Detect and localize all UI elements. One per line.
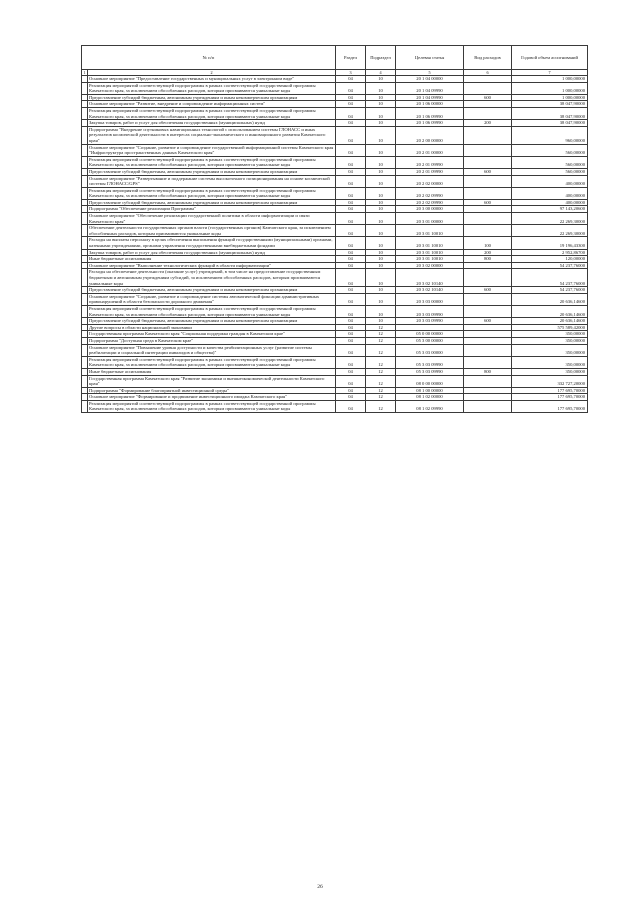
row-amount-cell: 560,00000	[512, 168, 588, 175]
row-section-cell: 04	[336, 82, 366, 94]
row-expense-type-cell	[464, 126, 512, 144]
row-expense-type-cell	[464, 331, 512, 338]
row-expense-type-cell	[464, 269, 512, 287]
row-section-cell: 04	[336, 225, 366, 237]
row-subsection-cell: 10	[366, 213, 396, 225]
row-subsection-cell: 12	[366, 394, 396, 401]
table-row	[82, 206, 588, 213]
row-name-cell: Иные бюджетные ассигнования	[88, 368, 336, 375]
row-name-cell: Подпрограмма "Обеспечение реализации Программы"	[88, 206, 336, 213]
table-row	[82, 293, 588, 305]
row-subsection-cell: 10	[366, 305, 396, 317]
row-subsection-cell: 10	[366, 237, 396, 249]
table-row	[82, 337, 588, 344]
row-expense-type-cell	[464, 206, 512, 213]
row-subsection-cell: 10	[366, 199, 396, 206]
row-amount-cell: 1 000,00000	[512, 94, 588, 101]
row-expense-type-cell: 600	[464, 94, 512, 101]
row-subsection-cell: 10	[366, 256, 396, 263]
row-section-cell: 04	[336, 76, 366, 83]
row-article-cell: 20 2 02 00000	[396, 175, 464, 187]
row-name-cell: Расходы на обеспечение деятельности (оказание услуг) учреждений, в том числе на предоставление государственным бюджетным и автономным учреждениям субсидий, за исключением обособленных расходов, которым присваиваются уникальные коды	[88, 269, 336, 287]
table-row	[82, 107, 588, 119]
row-section-cell: 04	[336, 206, 366, 213]
table-row	[82, 262, 588, 269]
row-article-cell: 20 1 04 09990	[396, 82, 464, 94]
table-row	[82, 394, 588, 401]
row-article-cell: 20 3 03 09990	[396, 318, 464, 325]
row-expense-type-cell: 100	[464, 237, 512, 249]
row-subsection-cell: 12	[366, 344, 396, 356]
row-section-cell: 04	[336, 187, 366, 199]
row-subsection-cell: 10	[366, 94, 396, 101]
row-section-cell: 04	[336, 126, 366, 144]
row-name-cell: Реализация мероприятий соответствующей подпрограммы в рамках соответствующей государственной программы Камчатского края, за исключением обособленных расходов, которым присваиваются уникальные коды	[88, 356, 336, 368]
row-section-cell: 04	[336, 168, 366, 175]
row-expense-type-cell	[464, 375, 512, 387]
header-expense-type: Вид расходов	[464, 46, 512, 70]
row-subsection-cell: 10	[366, 187, 396, 199]
row-name-cell: Реализация мероприятий соответствующей подпрограммы в рамках соответствующей государственной программы Камчатского края, за исключением обособленных расходов, которым присваиваются уникальные коды	[88, 187, 336, 199]
row-section-cell: 04	[336, 400, 366, 412]
row-expense-type-cell	[464, 187, 512, 199]
table-row	[82, 187, 588, 199]
row-article-cell: 20 2 01 09990	[396, 156, 464, 168]
row-expense-type-cell: 600	[464, 199, 512, 206]
row-section-cell: 04	[336, 293, 366, 305]
page-number: 26	[317, 884, 323, 890]
row-expense-type-cell	[464, 144, 512, 156]
row-expense-type-cell: 800	[464, 368, 512, 375]
row-amount-cell: 54 237,76000	[512, 287, 588, 294]
row-article-cell: 05 3 03 00000	[396, 344, 464, 356]
row-expense-type-cell	[464, 213, 512, 225]
row-amount-cell: 20 636,14600	[512, 318, 588, 325]
row-subsection-cell: 10	[366, 318, 396, 325]
row-section-cell: 04	[336, 237, 366, 249]
row-name-cell: Основное мероприятие "Выполнение технологических функций в области информатизации"	[88, 262, 336, 269]
row-subsection-cell: 12	[366, 356, 396, 368]
table-row	[82, 101, 588, 108]
row-subsection-cell: 10	[366, 120, 396, 127]
row-article-cell: 20 3 02 10140	[396, 269, 464, 287]
row-expense-type-cell: 200	[464, 249, 512, 256]
row-amount-cell: 400,00000	[512, 187, 588, 199]
row-article-cell: 05 0 00 00000	[396, 331, 464, 338]
row-expense-type-cell	[464, 344, 512, 356]
row-section-cell: 04	[336, 387, 366, 394]
row-name-cell: Закупка товаров, работ и услуг для обеспечения государственных (муниципальных) нужд	[88, 249, 336, 256]
row-amount-cell: 38 047,90000	[512, 120, 588, 127]
header-amount: Годовой объем ассигнований	[512, 46, 588, 70]
table-header-row	[82, 46, 588, 70]
row-article-cell: 20 1 06 09990	[396, 120, 464, 127]
row-amount-cell: 54 237,76000	[512, 269, 588, 287]
header-section: Раздел	[336, 46, 366, 70]
table-row	[82, 156, 588, 168]
row-section-cell: 04	[336, 120, 366, 127]
row-subsection-cell: 10	[366, 107, 396, 119]
row-article-cell: 05 3 03 09990	[396, 368, 464, 375]
row-expense-type-cell: 600	[464, 318, 512, 325]
row-subsection-cell: 12	[366, 324, 396, 331]
row-subsection-cell: 10	[366, 262, 396, 269]
row-subsection-cell: 12	[366, 331, 396, 338]
row-name-cell: Основное мероприятие "Развитие, внедрение и сопровождение информационных систем"	[88, 101, 336, 108]
row-amount-cell: 177 695,70000	[512, 394, 588, 401]
row-article-cell: 20 2 01 00000	[396, 144, 464, 156]
row-amount-cell: 350,00000	[512, 368, 588, 375]
row-name-cell: Основное мероприятие "Предоставление государственных и муниципальных услуг в электронном виде"	[88, 76, 336, 83]
row-article-cell: 20 3 03 09990	[396, 305, 464, 317]
row-expense-type-cell	[464, 293, 512, 305]
table-row	[82, 225, 588, 237]
row-name-cell: Предоставление субсидий бюджетным, автономным учреждениям и иным некоммерческим организациям	[88, 94, 336, 101]
row-subsection-cell: 10	[366, 101, 396, 108]
row-article-cell: 20 1 04 00000	[396, 76, 464, 83]
row-subsection-cell: 10	[366, 168, 396, 175]
row-amount-cell: 38 047,90000	[512, 107, 588, 119]
row-name-cell: Основное мероприятие "Обеспечение реализации государственной политики в области информатизации и связи Камчатского края"	[88, 213, 336, 225]
row-name-cell: Реализация мероприятий соответствующей подпрограммы в рамках соответствующей государственной программы Камчатского края, за исключением обособленных расходов, которым присваиваются уникальные коды	[88, 156, 336, 168]
row-article-cell: 20 3 01 10010	[396, 249, 464, 256]
row-name-cell: Реализация мероприятий соответствующей подпрограммы в рамках соответствующей государственной программы Камчатского края, за исключением обособленных расходов, которым присваиваются уникальные коды	[88, 305, 336, 317]
row-expense-type-cell	[464, 356, 512, 368]
table-row	[82, 126, 588, 144]
row-name-cell: Подпрограмма "Доступная среда в Камчатском крае"	[88, 337, 336, 344]
row-section-cell: 04	[336, 375, 366, 387]
row-name-cell: Основное мероприятие "Формирование и продвижение инвестиционного имиджа Камчатского края"	[88, 394, 336, 401]
row-name-cell: Другие вопросы в области национальной экономики	[88, 324, 336, 331]
row-expense-type-cell: 200	[464, 120, 512, 127]
row-amount-cell: 120,00000	[512, 256, 588, 263]
row-name-cell: Предоставление субсидий бюджетным, автономным учреждениям и иным некоммерческим организациям	[88, 199, 336, 206]
row-section-cell: 04	[336, 394, 366, 401]
row-amount-cell: 560,00000	[512, 156, 588, 168]
row-subsection-cell: 10	[366, 144, 396, 156]
row-subsection-cell: 10	[366, 175, 396, 187]
row-expense-type-cell	[464, 101, 512, 108]
row-expense-type-cell	[464, 175, 512, 187]
column-number: 5	[396, 70, 464, 76]
row-expense-type-cell	[464, 225, 512, 237]
row-amount-cell: 38 047,90000	[512, 101, 588, 108]
table-row	[82, 256, 588, 263]
header-subsection: Подраздел	[366, 46, 396, 70]
row-amount-cell: 350,00000	[512, 331, 588, 338]
row-amount-cell: 350,00000	[512, 337, 588, 344]
row-section-cell: 04	[336, 305, 366, 317]
row-subsection-cell: 10	[366, 269, 396, 287]
row-amount-cell: 575 589,42000	[512, 324, 588, 331]
row-expense-type-cell	[464, 305, 512, 317]
table-row	[82, 76, 588, 83]
row-section-cell: 04	[336, 107, 366, 119]
budget-table-sheet	[81, 45, 587, 413]
row-section-cell: 04	[336, 356, 366, 368]
row-amount-cell: 1 000,00000	[512, 82, 588, 94]
header-article: Целевая статья	[396, 46, 464, 70]
row-article-cell: 20 3 00 00000	[396, 206, 464, 213]
row-name-cell: Основное мероприятие "Повышение уровня доступности и качества реабилитационных услуг (развитие системы реабилитации и социальной интеграции инвалидов и общества)"	[88, 344, 336, 356]
row-article-cell: 08 1 00 00000	[396, 387, 464, 394]
table-row	[82, 356, 588, 368]
row-article-cell: 20 2 02 09990	[396, 187, 464, 199]
table-row	[82, 331, 588, 338]
row-article-cell: 20 3 02 00000	[396, 262, 464, 269]
row-section-cell: 04	[336, 256, 366, 263]
row-subsection-cell: 10	[366, 287, 396, 294]
row-expense-type-cell: 600	[464, 287, 512, 294]
row-name-cell: Реализация мероприятий соответствующей подпрограммы в рамках соответствующей государственной программы Камчатского края, за исключением обособленных расходов, которым присваиваются уникальные коды	[88, 400, 336, 412]
column-number: 6	[464, 70, 512, 76]
row-subsection-cell: 10	[366, 293, 396, 305]
row-section-cell: 04	[336, 324, 366, 331]
row-amount-cell: 2 952,86700	[512, 249, 588, 256]
column-number: 7	[512, 70, 588, 76]
row-section-cell: 04	[336, 156, 366, 168]
row-subsection-cell: 10	[366, 156, 396, 168]
table-row	[82, 344, 588, 356]
row-article-cell: 08 1 02 09990	[396, 400, 464, 412]
row-name-cell: Государственная программа Камчатского края "Развитие экономики и внешнеэкономической деятельности Камчатского края"	[88, 375, 336, 387]
row-amount-cell: 20 636,14600	[512, 293, 588, 305]
table-row	[82, 175, 588, 187]
column-number: 4	[366, 70, 396, 76]
row-section-cell: 04	[336, 331, 366, 338]
table-row	[82, 120, 588, 127]
row-name-cell: Предоставление субсидий бюджетным, автономным учреждениям и иным некоммерческим организациям	[88, 318, 336, 325]
row-expense-type-cell: 800	[464, 256, 512, 263]
row-amount-cell: 560,00000	[512, 144, 588, 156]
row-subsection-cell: 12	[366, 375, 396, 387]
column-number: 3	[336, 70, 366, 76]
table-row	[82, 368, 588, 375]
row-section-cell: 04	[336, 337, 366, 344]
row-article-cell: 08 0 00 00000	[396, 375, 464, 387]
row-amount-cell: 177 695,70000	[512, 387, 588, 394]
row-article-cell: 20 2 01 09990	[396, 168, 464, 175]
column-number: 1	[83, 70, 86, 75]
row-article-cell: 20 1 04 09990	[396, 94, 464, 101]
row-article-cell: 20 3 01 10010	[396, 225, 464, 237]
row-amount-cell: 400,00000	[512, 175, 588, 187]
row-section-cell: 04	[336, 199, 366, 206]
row-article-cell: 20 1 06 09990	[396, 107, 464, 119]
row-article-cell: 20 3 03 00000	[396, 293, 464, 305]
row-amount-cell: 350,00000	[512, 344, 588, 356]
row-article-cell: 20 3 01 10010	[396, 256, 464, 263]
row-section-cell: 04	[336, 287, 366, 294]
row-expense-type-cell	[464, 394, 512, 401]
budget-allocation-table	[81, 45, 588, 413]
row-subsection-cell: 10	[366, 249, 396, 256]
row-name-cell: Подпрограмма "Внедрение спутниковых навигационных технологий с использованием системы ГЛОНАСС и иных результатов космической деятельности в интересах социально-экономического и инновационного развития Камчатского края"	[88, 126, 336, 144]
row-subsection-cell: 10	[366, 206, 396, 213]
row-amount-cell: 22 269,30000	[512, 225, 588, 237]
row-subsection-cell: 10	[366, 126, 396, 144]
row-amount-cell: 22 269,30000	[512, 213, 588, 225]
header-number: № п/п	[82, 46, 336, 70]
row-name-cell: Обеспечение деятельности государственных органов власти (государственных органов) Камчатского края, за исключением обособленных расходов, которым присваиваются уникальные коды	[88, 225, 336, 237]
row-expense-type-cell	[464, 156, 512, 168]
row-expense-type-cell	[464, 324, 512, 331]
row-amount-cell: 1 000,00000	[512, 76, 588, 83]
row-expense-type-cell	[464, 107, 512, 119]
table-row	[82, 387, 588, 394]
row-article-cell: 20 2 00 00000	[396, 126, 464, 144]
table-row	[82, 287, 588, 294]
row-expense-type-cell: 600	[464, 168, 512, 175]
row-name-cell: Расходы на выплаты персоналу в целях обеспечения выполнения функций государственными (муниципальными) органами, казенными учреждениями, органами управления государственными внебюджетными фондами	[88, 237, 336, 249]
row-section-cell: 04	[336, 175, 366, 187]
row-expense-type-cell	[464, 387, 512, 394]
row-section-cell: 04	[336, 94, 366, 101]
row-name-cell: Предоставление субсидий бюджетным, автономным учреждениям и иным некоммерческим организациям	[88, 168, 336, 175]
row-section-cell: 04	[336, 368, 366, 375]
row-subsection-cell: 10	[366, 76, 396, 83]
row-article-cell: 20 3 02 10140	[396, 287, 464, 294]
row-subsection-cell: 12	[366, 337, 396, 344]
table-row	[82, 144, 588, 156]
row-name-cell: Государственная программа Камчатского края "Социальная поддержка граждан в Камчатском крае"	[88, 331, 336, 338]
row-article-cell: 05 3 03 09990	[396, 356, 464, 368]
table-body	[82, 76, 588, 413]
row-amount-cell: 19 196,43300	[512, 237, 588, 249]
row-amount-cell: 400,00000	[512, 199, 588, 206]
row-name-cell: Реализация мероприятий соответствующей подпрограммы в рамках соответствующей государственной программы Камчатского края, за исключением обособленных расходов, которым присваиваются уникальные коды	[88, 107, 336, 119]
row-section-cell: 04	[336, 344, 366, 356]
row-subsection-cell: 12	[366, 368, 396, 375]
row-section-cell: 04	[336, 318, 366, 325]
row-article-cell: 05 3 00 00000	[396, 337, 464, 344]
row-expense-type-cell	[464, 400, 512, 412]
row-name-cell: Предоставление субсидий бюджетным, автономным учреждениям и иным некоммерческим организациям	[88, 287, 336, 294]
table-row	[82, 237, 588, 249]
row-name-cell: Иные бюджетные ассигнования	[88, 256, 336, 263]
row-article-cell: 20 2 02 09990	[396, 199, 464, 206]
row-name-cell: Основное мероприятие "Создание, развитие и сопровождение системы автоматической фиксации административных правонарушений в области безопасности дорожного движения"	[88, 293, 336, 305]
row-name-cell: Основное мероприятие "Создание, развитие и сопровождение государственной информационной системы Камчатского края "Инфраструктура пространственных данных Камчатского края"	[88, 144, 336, 156]
row-subsection-cell: 10	[366, 225, 396, 237]
table-row	[82, 269, 588, 287]
table-row	[82, 400, 588, 412]
table-row	[82, 82, 588, 94]
row-article-cell: 20 3 01 10010	[396, 237, 464, 249]
row-section-cell: 04	[336, 269, 366, 287]
row-section-cell: 04	[336, 213, 366, 225]
row-subsection-cell: 12	[366, 387, 396, 394]
row-article-cell: 20 1 06 00000	[396, 101, 464, 108]
row-amount-cell: 350,00000	[512, 356, 588, 368]
row-name-cell: Подпрограмма "Формирование благоприятной инвестиционной среды"	[88, 387, 336, 394]
table-row	[82, 249, 588, 256]
row-name-cell: Закупка товаров, работ и услуг для обеспечения государственных (муниципальных) нужд	[88, 120, 336, 127]
table-row	[82, 305, 588, 317]
row-subsection-cell: 10	[366, 82, 396, 94]
row-section-cell: 04	[336, 249, 366, 256]
row-article-cell: 08 1 02 00000	[396, 394, 464, 401]
row-expense-type-cell	[464, 337, 512, 344]
row-amount-cell: 960,00000	[512, 126, 588, 144]
row-expense-type-cell	[464, 262, 512, 269]
row-amount-cell: 20 636,14600	[512, 305, 588, 317]
table-row	[82, 213, 588, 225]
row-name-cell: Реализация мероприятий соответствующей подпрограммы в рамках соответствующей государственной программы Камчатского края, за исключением обособленных расходов, которым присваиваются уникальные коды	[88, 82, 336, 94]
row-expense-type-cell	[464, 82, 512, 94]
row-article-cell	[396, 324, 464, 331]
table-row	[82, 168, 588, 175]
table-row	[82, 375, 588, 387]
row-amount-cell: 54 237,76000	[512, 262, 588, 269]
column-number: 2	[88, 70, 336, 76]
table-row	[82, 324, 588, 331]
table-row	[82, 318, 588, 325]
row-amount-cell: 177 695,70000	[512, 400, 588, 412]
row-article-cell: 20 3 01 00000	[396, 213, 464, 225]
row-amount-cell: 97 143,20600	[512, 206, 588, 213]
row-section-cell: 04	[336, 101, 366, 108]
row-section-cell: 04	[336, 262, 366, 269]
row-section-cell: 04	[336, 144, 366, 156]
row-subsection-cell: 12	[366, 400, 396, 412]
table-row	[82, 199, 588, 206]
table-row	[82, 94, 588, 101]
row-expense-type-cell	[464, 76, 512, 83]
row-amount-cell: 332 727,20000	[512, 375, 588, 387]
row-name-cell: Основное мероприятие "Развертывание и поддержание системы высокоточного позиционирования на основе космической системы ГЛОНАСС/GPS"	[88, 175, 336, 187]
